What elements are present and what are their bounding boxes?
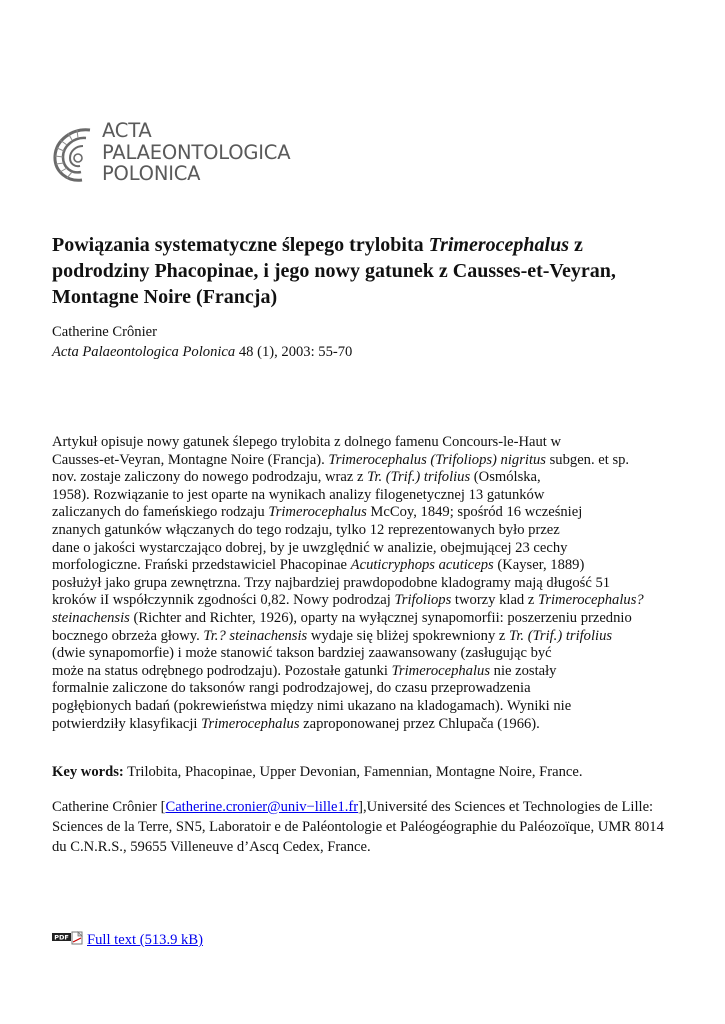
abstract-line [52, 716, 692, 734]
abstract-text: może na status odrębnego podrodzaju). Pozostałe gatunki [52, 662, 392, 679]
abstract-line [52, 522, 692, 540]
abstract-text: formalnie zaliczone do taksonów rangi podrodzajowej, do czasu przeprowadzenia [52, 680, 531, 697]
journal-name: Acta Palaeontologica Polonica [52, 344, 236, 360]
logo-line: ACTA [102, 119, 152, 142]
abstract-text: (Richter and Richter, 1926), oparty na wyłącznej synapomorfii: poszerzeniu przednio [129, 609, 632, 626]
fulltext-row [52, 930, 203, 950]
article-title [52, 232, 682, 310]
abstract-text: dane o jakości wystarczająco dobrej, by je uwzględnić w analizie, obejmującej 23 cechy [52, 539, 568, 556]
author-affiliation [52, 797, 702, 857]
abstract-text: McCoy, 1849; spośród 16 wcześniej [366, 504, 583, 521]
title-genus: Trimerocephalus [428, 234, 569, 256]
abstract-line [52, 504, 692, 522]
abstract-text: (Kayser, 1889) [493, 557, 585, 574]
abstract-line [52, 645, 692, 663]
affiliation-line [52, 797, 702, 817]
abstract-text: subgen. et sp. [545, 451, 630, 468]
abstract [52, 434, 692, 733]
abstract-text: nov. zostaje zaliczony do nowego podrodzaju, wraz z [52, 469, 368, 486]
pdf-icon[interactable] [52, 930, 86, 946]
taxon-name: Tr.? steinachensis [203, 627, 308, 644]
abstract-line [52, 575, 692, 593]
abstract-line [52, 628, 692, 646]
abstract-text: 1958). Rozwiązanie to jest oparte na wynikach analizy filogenetycznej 13 gatunków [52, 486, 545, 503]
title-text: z podrodziny Phacopinae, i jego nowy gatunek z Causses-et-Veyran, Montagne Noire (Francja) [52, 234, 616, 308]
taxon-name: Trifoliops [394, 592, 452, 609]
affiliation-line: du C.N.R.S., 59655 Villeneuve d’Ascq Cedex, France. [52, 839, 371, 855]
abstract-text: nie zostały [490, 662, 557, 679]
taxon-name: Tr. (Trif.) trifolius [509, 627, 613, 644]
keywords-label: Key words: [52, 764, 124, 780]
pdf-icon-label: PDF [54, 933, 69, 942]
abstract-text: zaliczanych do fameńskiego rodzaju [52, 504, 269, 521]
abstract-line [52, 592, 692, 610]
ammonite-icon [50, 120, 102, 186]
abstract-text: znanych gatunków włączanych do tego rodzaju, tylko 12 reprezentowanych było przez [52, 521, 560, 538]
taxon-name: Trimerocephalus (Trifoliops) nigritus [328, 451, 546, 468]
abstract-text: bocznego obrzeża głowy. [52, 627, 204, 644]
journal-ref: 48 (1), 2003: 55-70 [235, 344, 353, 360]
title-text: Powiązania systematyczne ślepego trylobita [52, 234, 429, 256]
taxon-name: Trimerocephalus [201, 715, 300, 732]
abstract-text: pogłębionych badań (pokrewieństwa między nimi ukazano na kladogamach). Wyniki nie [52, 697, 572, 714]
abstract-line [52, 540, 692, 558]
keywords-text: Trilobita, Phacopinae, Upper Devonian, Famennian, Montagne Noire, France. [123, 764, 583, 780]
taxon-name: Acuticryphops acuticeps [350, 557, 494, 574]
abstract-line [52, 487, 692, 505]
author-email-link[interactable]: Catherine.cronier@univ−lille1.fr [165, 799, 359, 815]
abstract-line [52, 663, 692, 681]
logo-line: PALAEONTOLOGICA [102, 140, 291, 164]
abstract-text: (dwie synapomorfie) i może stanowić takson bardziej zaawansowany (zasługując być [52, 645, 552, 662]
abstract-line [52, 698, 692, 716]
logo-line: POLONICA [102, 162, 201, 185]
abstract-text: kroków iI współczynnik zgodności 0,82. Nowy podrodzaj [52, 592, 395, 609]
journal-logo [50, 119, 291, 186]
taxon-name: Trimerocephalus [268, 504, 367, 521]
keywords [52, 762, 583, 782]
affiliation-name: Catherine Crônier [ [52, 799, 166, 815]
abstract-text: Artykuł opisuje nowy gatunek ślepego trylobita z dolnego famenu Concours-le-Haut w [52, 434, 562, 450]
abstract-line [52, 452, 692, 470]
affiliation-line: Sciences de la Terre, SN5, Laboratoir e de Paléontologie et Paléogéographie du Paléozoïque, UMR 8014 [52, 819, 664, 835]
abstract-text: posłużył jako grupa zewnętrzna. Trzy najbardziej prawdopodobne kladogramy mają długość 51 [52, 574, 611, 591]
logo-text [102, 119, 291, 185]
author-name: Catherine Crônier [52, 324, 157, 340]
taxon-name: steinachensis [52, 609, 130, 626]
abstract-text: (Osmólska, [470, 469, 541, 486]
abstract-line [52, 469, 692, 487]
abstract-text: tworzy klad z [451, 592, 539, 609]
taxon-name: Tr. (Trif.) trifolius [367, 469, 471, 486]
abstract-text: Causses-et-Veyran, Montagne Noire (Francja). [52, 451, 329, 468]
abstract-line [52, 557, 692, 575]
taxon-name: Trimerocephalus? [538, 592, 644, 609]
fulltext-link[interactable]: Full text (513.9 kB) [87, 932, 203, 948]
abstract-text: wydaje się bliżej spokrewniony z [307, 627, 510, 644]
journal-citation [52, 342, 352, 362]
affiliation-text: ],Université des Sciences et Technologies de Lille: [358, 799, 654, 815]
abstract-line [52, 434, 692, 452]
abstract-text: potwierdziły klasyfikacji [52, 715, 202, 732]
taxon-name: Trimerocephalus [391, 662, 490, 679]
abstract-text: morfologiczne. Frański przedstawiciel Phacopinae [52, 557, 351, 574]
abstract-text: zaproponowanej przez Chlupača (1966). [299, 715, 540, 732]
abstract-line [52, 610, 692, 628]
abstract-line [52, 680, 692, 698]
